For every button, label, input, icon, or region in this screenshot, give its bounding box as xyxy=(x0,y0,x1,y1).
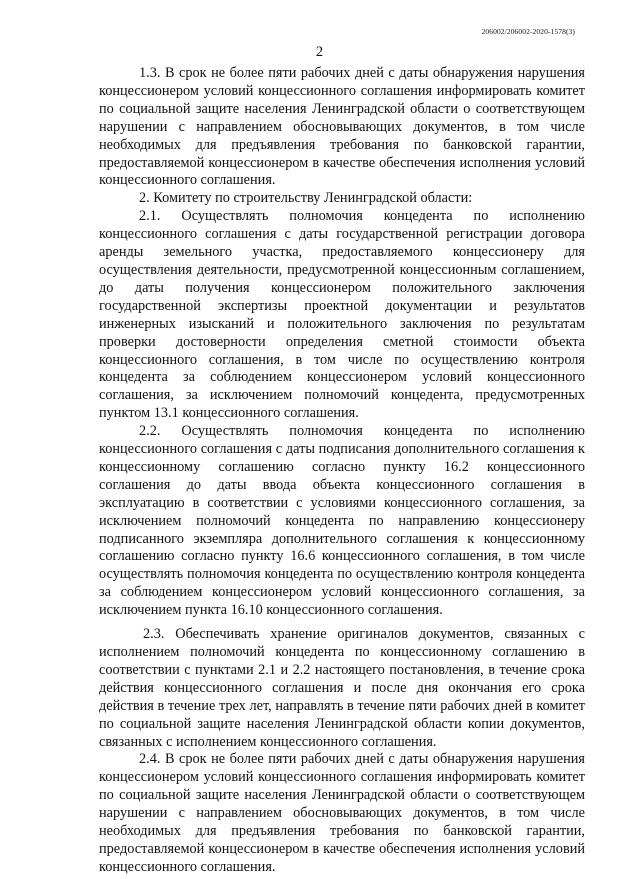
page-number: 2 xyxy=(315,44,324,60)
paragraph-2-heading: 2. Комитету по строительству Ленинградской области: xyxy=(139,190,473,207)
paragraph-1-3: 1.3. В срок не более пяти рабочих дней с даты обнаружения нарушения концессионером условий концессионного соглашения информировать комитет по социальной защите населения Ленинградской области о соответствующем нарушении с направлением обосновывающих документов, в том числе необходимых для предъявления требования по банковской гарантии, предоставляемой концессионером в качестве обеспечения исполнения условий концессионного соглашения. xyxy=(99,65,585,189)
document-id: 206002/206002-2020-1578(3) xyxy=(481,27,575,36)
paragraph-2-3: 2.3. Обеспечивать хранение оригиналов документов, связанных с исполнением полномочий концедента по концессионному соглашению в соответствии с пунктами 2.1 и 2.2 настоящего постановления, в течение срока действия концессионного соглашения и после дня окончания его срока действия в течение трех лет, направлять в течение пяти рабочих дней в комитет по социальной защите населения Ленинградской области копии документов, связанных с исполнением концессионного соглашения. xyxy=(99,626,585,750)
document-body xyxy=(99,65,585,877)
paragraph-2-1: 2.1. Осуществлять полномочия концедента по исполнению концессионного соглашения с даты государственной регистрации договора аренды земельного участка, предоставляемого концессионеру для осуществления деятельности, предусмотренной концессионным соглашением, до даты получения концессионером положительного заключения государственной экспертизы проектной документации и результатов инженерных изысканий и положительного заключения по результатам проверки достоверности определения сметной стоимости объекта концессионного соглашения, в том числе по осуществлению контроля концедента за соблюдением концессионером условий концессионного соглашения, за исключением полномочий концедента, предусмотренных пунктом 13.1 концессионного соглашения. xyxy=(99,208,585,422)
paragraph-2-4: 2.4. В срок не более пяти рабочих дней с даты обнаружения нарушения концессионером условий концессионного соглашения информировать комитет по социальной защите населения Ленинградской области о соответствующем нарушении с направлением обосновывающих документов, в том числе необходимых для предъявления требования по банковской гарантии, предоставляемой концессионером в качестве обеспечения исполнения условий концессионного соглашения. xyxy=(99,751,585,875)
paragraph-2-2: 2.2. Осуществлять полномочия концедента по исполнению концессионного соглашения с даты подписания дополнительного соглашения к концессионному соглашению согласно пункту 16.2 концессионного соглашения до даты ввода объекта концессионного соглашения в эксплуатацию в соответствии с условиями концессионного соглашения, за исключением полномочий концедента по направлению концессионеру подписанного экземпляра дополнительного соглашения к концессионному соглашению согласно пункту 16.6 концессионного соглашения, в том числе осуществлять полномочия концедента по осуществлению контроля концедента за соблюдением концессионером условий концессионного соглашения, за исключением пункта 16.10 концессионного соглашения. xyxy=(99,423,585,619)
